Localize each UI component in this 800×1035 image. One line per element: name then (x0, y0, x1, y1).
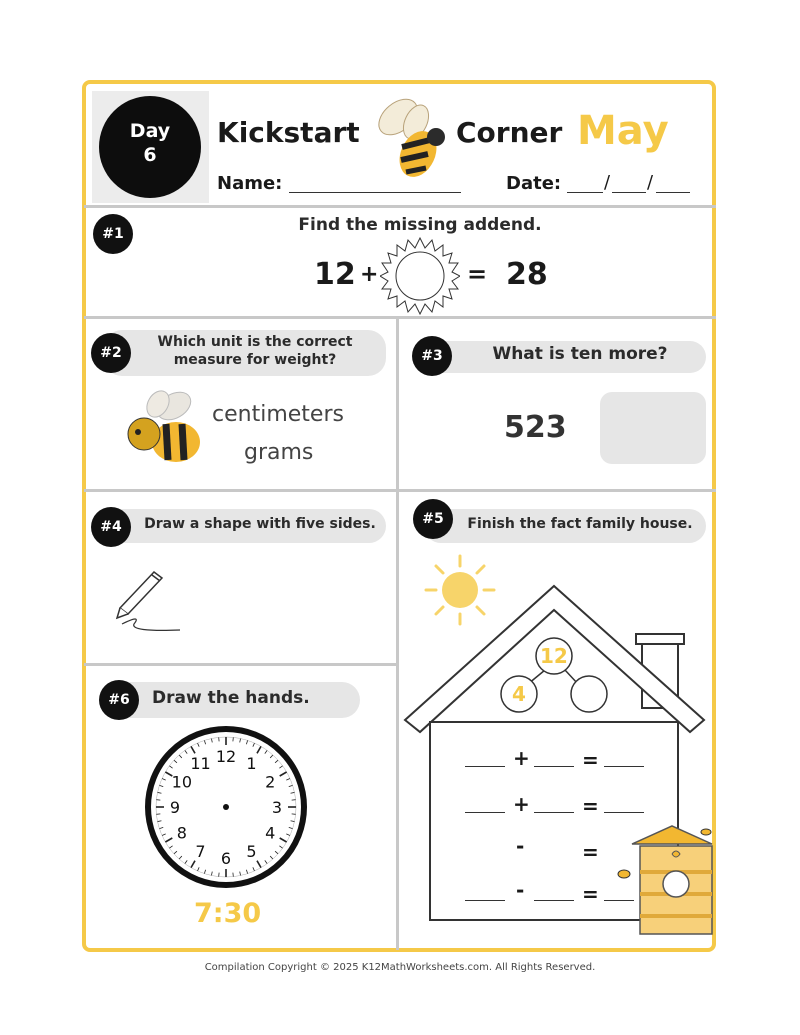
title-kickstart: Kickstart (217, 116, 360, 149)
title-corner: Corner (456, 116, 563, 149)
fact-row-equals: = (582, 794, 599, 818)
clock-number: 7 (195, 842, 206, 862)
beehive-illustration (610, 820, 716, 944)
fact-row-blank[interactable] (604, 812, 644, 813)
fact-row-blank[interactable] (465, 900, 505, 901)
q2-prompt-line1: Which unit is the correct (157, 334, 353, 350)
fact-row-minus: - (516, 834, 525, 858)
divider (84, 489, 716, 492)
divider (396, 318, 399, 950)
q2-option-grams[interactable]: grams (244, 440, 314, 465)
fact-row-blank[interactable] (604, 766, 644, 767)
fact-row-minus: - (516, 878, 525, 902)
fact-row-blank[interactable] (465, 812, 505, 813)
pencil-icon (112, 566, 187, 636)
divider (84, 316, 716, 319)
q6-time: 7:30 (194, 898, 262, 929)
divider (84, 205, 716, 208)
name-label: Name: (217, 173, 283, 194)
q3-number: 523 (504, 410, 567, 445)
day-label: Day (129, 120, 171, 142)
q1-prompt: Find the missing addend. (298, 215, 542, 235)
q4-prompt: Draw a shape with five sides. (144, 516, 376, 532)
clock-number: 12 (215, 747, 237, 766)
fact-family-top-number: 12 (540, 644, 568, 668)
fact-family-left-number: 4 (512, 682, 526, 706)
clock-number: 4 (265, 823, 276, 843)
clock-number: 6 (220, 849, 232, 868)
clock-number: 8 (176, 823, 187, 843)
bee-illustration (118, 384, 210, 474)
date-separator: / (647, 172, 654, 193)
clock-face[interactable] (144, 725, 308, 889)
clock-number: 9 (169, 798, 181, 817)
q5-prompt: Finish the fact family house. (467, 516, 693, 532)
day-number: 6 (143, 144, 157, 166)
divider (84, 663, 397, 666)
date-separator: / (604, 172, 611, 193)
q1-result: 28 (506, 257, 548, 292)
fact-family-right-circle[interactable] (571, 676, 607, 712)
clock-number: 2 (265, 772, 276, 792)
q3-answer-box[interactable] (600, 392, 706, 464)
clock-number: 10 (171, 772, 193, 792)
date-label: Date: (506, 173, 562, 194)
date-month-field[interactable] (567, 192, 603, 193)
question-number-badge: #6 (99, 680, 139, 720)
q1-plus: + (360, 262, 379, 287)
date-year-field[interactable] (656, 192, 690, 193)
q2-option-centimeters[interactable]: centimeters (212, 402, 344, 427)
fact-row-blank[interactable] (534, 766, 574, 767)
clock-number: 1 (246, 753, 257, 773)
fact-row-blank[interactable] (534, 812, 574, 813)
day-badge (99, 96, 201, 198)
fact-row-plus: + (513, 792, 530, 816)
copyright-footer: Compilation Copyright © 2025 K12MathWorksheets.com. All Rights Reserved. (204, 962, 596, 973)
question-number-badge: #3 (412, 336, 452, 376)
fact-row-plus: + (513, 746, 530, 770)
clock-number: 5 (246, 842, 257, 862)
clock-number: 11 (190, 753, 211, 773)
fact-row-blank[interactable] (534, 900, 574, 901)
title-month: May (577, 108, 669, 154)
q1-addend: 12 (314, 257, 356, 292)
bee-illustration (368, 92, 458, 192)
fact-row-equals: = (582, 748, 599, 772)
q2-prompt-line2: measure for weight? (173, 352, 337, 368)
fact-row-equals: = (582, 882, 599, 906)
sun-answer-box[interactable] (380, 236, 460, 316)
q3-prompt: What is ten more? (492, 344, 668, 364)
question-number-badge: #4 (91, 507, 131, 547)
date-day-field[interactable] (612, 192, 646, 193)
q6-prompt: Draw the hands. (152, 688, 310, 708)
name-field[interactable] (289, 192, 461, 193)
question-number-badge: #2 (91, 333, 131, 373)
q1-equals: = (467, 260, 488, 288)
question-number-badge: #1 (93, 214, 133, 254)
question-number-badge: #5 (413, 499, 453, 539)
fact-row-equals: = (582, 840, 599, 864)
clock-number: 3 (271, 798, 283, 817)
fact-row-blank[interactable] (465, 766, 505, 767)
